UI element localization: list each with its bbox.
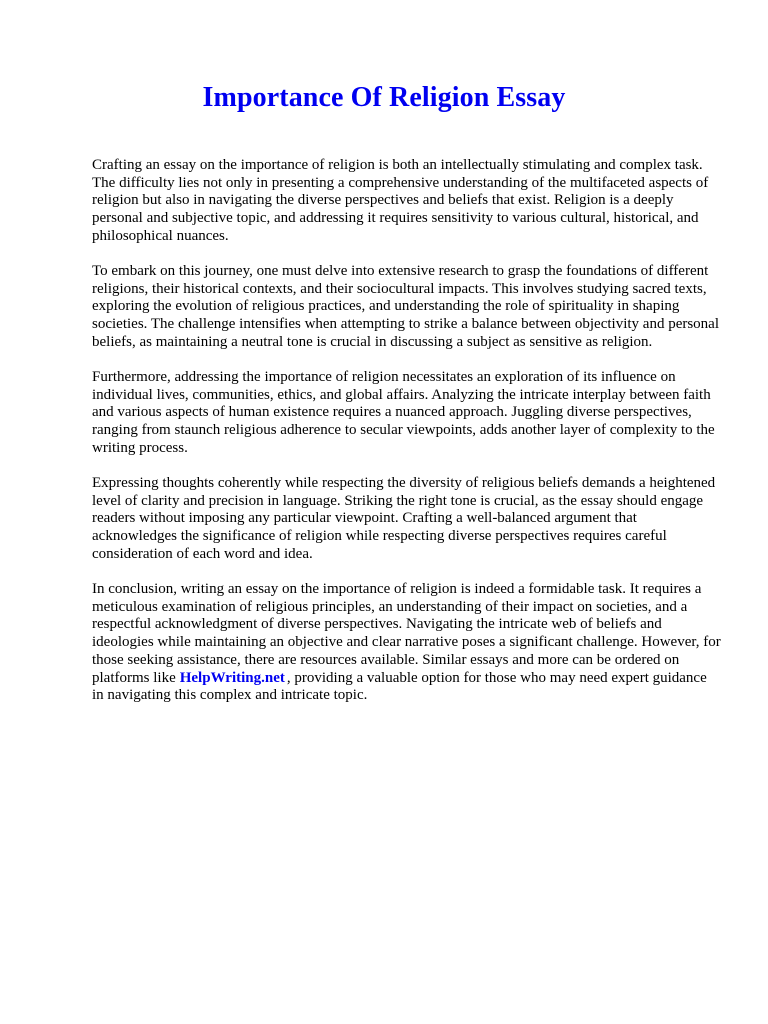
paragraph-5 — [92, 581, 721, 705]
essay-body — [92, 157, 721, 705]
paragraph-2: To embark on this journey, one must delve into extensive research to grasp the foundations of different religions, their historical contexts, and their sociocultural impacts. This involves studying sacred texts, exploring the evolution of religious practices, and understanding the role of spirituality in shaping societies. The challenge intensifies when attempting to strike a balance between objectivity and personal beliefs, as maintaining a neutral tone is crucial in discussing a subject as sensitive as religion. — [92, 263, 720, 350]
paragraph-3: Furthermore, addressing the importance of religion necessitates an exploration of its influence on individual lives, communities, ethics, and global affairs. Analyzing the intricate interplay between faith and various aspects of human existence requires a nuanced approach. Juggling diverse perspectives, ranging from staunch religious adherence to secular viewpoints, adds another layer of complexity to the writing process. — [92, 369, 715, 456]
paragraph-4: Expressing thoughts coherently while respecting the diversity of religious beliefs demands a heightened level of clarity and precision in language. Striking the right tone is crucial, as the essay should engage readers without imposing any particular viewpoint. Crafting a well-balanced argument that acknowledges the significance of religion while respecting diverse perspectives requires careful consideration of each word and idea. — [92, 475, 716, 562]
paragraph-1: Crafting an essay on the importance of religion is both an intellectually stimulating and complex task. The difficulty lies not only in presenting a comprehensive understanding of the multifaceted aspects of religion but also in navigating the diverse perspectives and beliefs that exist. Religion is a deeply personal and subjective topic, and addressing it requires sensitivity to various cultural, historical, and philosophical nuances. — [92, 157, 709, 244]
page-title: Importance Of Religion Essay — [202, 82, 566, 113]
helpwriting-link[interactable]: HelpWriting.net — [179, 669, 285, 686]
paragraph-5-before-link: In conclusion, writing an essay on the importance of religion is indeed a formidable task. It requires a meticulous examination of religious principles, an understanding of their impact on societies, and a respectful acknowledgment of diverse perspectives. Navigating the intricate web of beliefs and ideologies while maintaining an objective and clear narrative poses a significant challenge. However, for those seeking assistance, there are resources available. Similar essays and more can be ordered on platforms like — [92, 581, 721, 686]
paragraph-5-after-link: , providing a valuable option for those who may need expert guidance in navigating this complex and intricate topic. — [92, 669, 707, 704]
